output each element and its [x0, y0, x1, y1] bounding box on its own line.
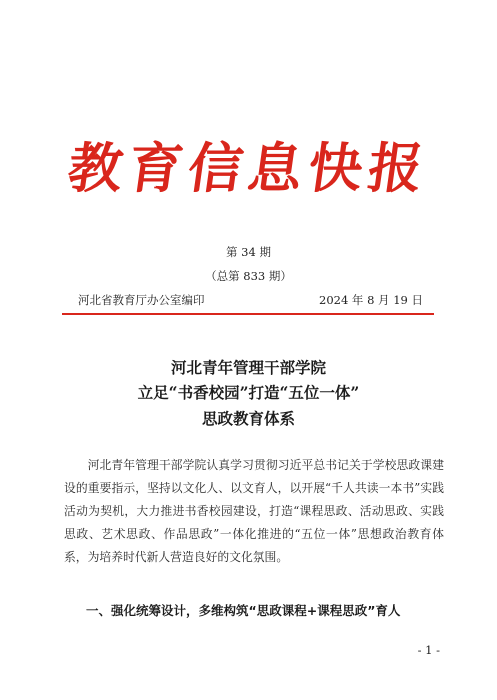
section-heading: 一、强化统筹设计，多维构筑“思政课程+课程思政”育人 [86, 603, 401, 618]
publisher: 河北省教育厅办公室编印 [78, 293, 205, 307]
article-body-paragraph: 河北青年管理干部学院认真学习贯彻习近平总书记关于学校思政课建设的重要指示，坚持以文化人、以文育人，以开展“千人共读一本书”实践活动为契机，大力推进书香校园建设，打造“课程思政、活动思政、实践思政、艺术思政、作品思政”一体化推进的“五位一体”思想政治教育体系，为培养时代新人营造良好的文化氛围。 [64, 458, 444, 564]
header-divider [62, 313, 434, 315]
article-title-line-1: 河北青年管理干部学院 [170, 358, 326, 377]
article-title-line-3: 思政教育体系 [201, 409, 295, 428]
issue-date: 2024 年 8 月 19 日 [319, 293, 423, 307]
masthead-title: 教育信息快报 [64, 136, 433, 200]
page-number: - 1 - [417, 643, 440, 657]
total-issue-number: （总第 833 期） [205, 269, 292, 283]
article-title-line-2: 立足“书香校园”打造“五位一体” [137, 383, 360, 402]
publisher-row [78, 293, 423, 307]
issue-number: 第 34 期 [226, 245, 271, 259]
